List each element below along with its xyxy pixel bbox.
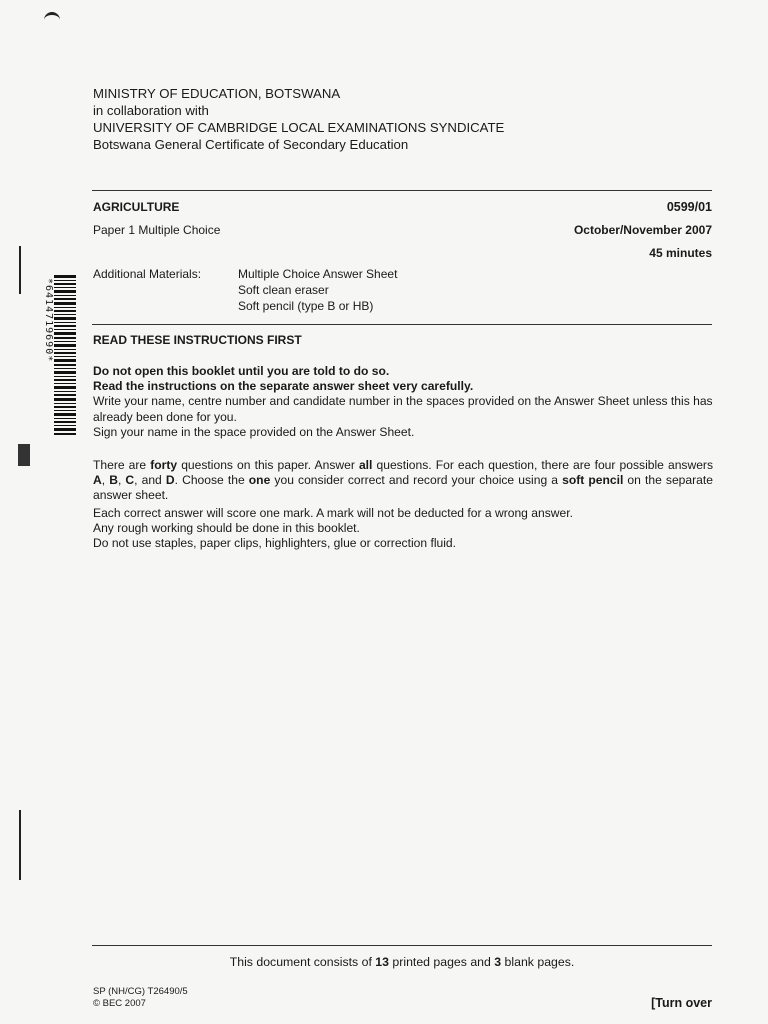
margin-block	[18, 444, 30, 466]
header-ucles: UNIVERSITY OF CAMBRIDGE LOCAL EXAMINATIONS SYNDICATE	[93, 120, 505, 135]
footer-reference	[93, 986, 188, 1010]
header-bgcse: Botswana General Certificate of Secondary Education	[93, 137, 409, 152]
text-run: soft pencil	[562, 473, 624, 488]
instruction-line: Each correct answer will score one mark. A mark will not be deducted for a wrong answer.	[93, 506, 573, 520]
text-run: forty	[150, 458, 178, 472]
paper-code: 0599/01	[666, 200, 712, 214]
text-run: , and	[134, 473, 166, 488]
instruction-line: Read the instructions on the separate answer sheet very carefully.	[93, 379, 474, 394]
text-run: . Choose the	[174, 473, 249, 488]
barcode-digits: *6414719690*	[43, 278, 54, 363]
instructions-block-1	[93, 364, 713, 440]
text-run: C	[125, 473, 135, 488]
instruction-line: Any rough working should be done in this booklet.	[93, 521, 360, 536]
text-run: questions on this paper. Answer	[177, 458, 359, 472]
turn-over: [Turn over	[651, 996, 712, 1010]
divider-footer	[92, 945, 712, 946]
corner-mark	[44, 12, 60, 25]
divider-top	[92, 190, 712, 191]
instructions-paragraph-2	[93, 458, 713, 504]
material-item: Multiple Choice Answer Sheet	[238, 267, 398, 281]
instruction-line: Do not use staples, paper clips, highlighters, glue or correction fluid.	[93, 536, 457, 551]
subject-title: AGRICULTURE	[93, 200, 180, 214]
exam-duration: 45 minutes	[649, 246, 712, 260]
doc-reference: SP (NH/CG) T26490/5	[93, 986, 188, 997]
text-run: D	[165, 473, 175, 488]
instruction-line: Do not open this booklet until you are told to do so.	[93, 364, 390, 378]
text-run: all	[358, 458, 373, 472]
paper-title: Paper 1 Multiple Choice	[93, 223, 221, 237]
text-run: blank pages.	[501, 955, 575, 969]
materials-label: Additional Materials:	[93, 267, 202, 281]
text-run: printed pages and	[388, 955, 495, 969]
exam-session: October/November 2007	[573, 223, 712, 237]
header-collab: in collaboration with	[93, 103, 209, 118]
instructions-heading: READ THESE INSTRUCTIONS FIRST	[93, 333, 302, 347]
instructions-block-3	[93, 506, 713, 552]
margin-line-bottom	[19, 810, 21, 880]
text-run: one	[248, 473, 271, 488]
text-run: 13	[375, 955, 389, 969]
margin-line-top	[19, 246, 21, 294]
page-count-note	[92, 955, 712, 969]
text-run: 3	[494, 955, 502, 969]
material-item: Soft clean eraser	[238, 283, 329, 297]
text-run: There are	[93, 458, 151, 472]
text-run: questions. For each question, there are four possible answers	[372, 458, 714, 472]
text-run: This document consists of	[229, 955, 376, 969]
text-run: ,	[117, 473, 126, 488]
divider-middle	[92, 324, 712, 325]
text-run: A	[93, 473, 102, 488]
material-item: Soft pencil (type B or HB)	[238, 299, 374, 313]
text-run: you consider correct and record your choice using a	[270, 473, 563, 488]
header-ministry: MINISTRY OF EDUCATION, BOTSWANA	[93, 86, 341, 101]
instruction-line: Sign your name in the space provided on the Answer Sheet.	[93, 424, 415, 439]
copyright: © BEC 2007	[93, 998, 146, 1009]
text-run: on the separate answer sheet.	[93, 473, 713, 503]
text-run: ,	[101, 473, 110, 488]
text-run: B	[109, 473, 118, 488]
instruction-line: Write your name, centre number and candidate number in the spaces provided on the Answer Sheet unless this has already been done for you.	[93, 394, 713, 424]
barcode-icon	[54, 275, 76, 435]
